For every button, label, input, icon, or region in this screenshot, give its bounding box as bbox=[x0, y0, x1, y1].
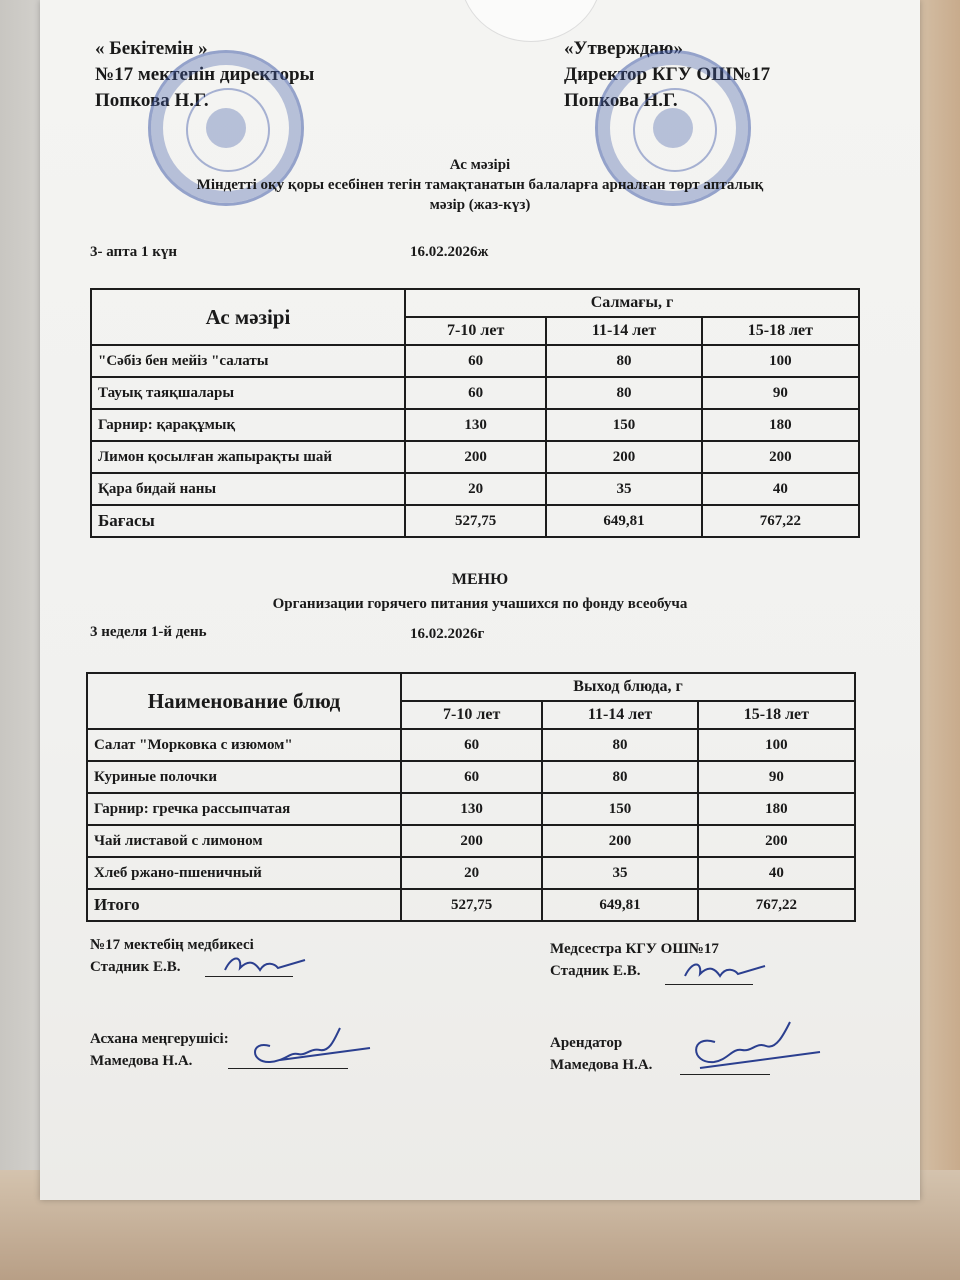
table-row bbox=[91, 473, 859, 505]
weight-cell: 100 bbox=[698, 729, 855, 761]
dish-name: "Сәбіз бен мейіз "салаты bbox=[91, 345, 405, 377]
ru-menu-title: МЕНЮ bbox=[451, 571, 509, 588]
weight-cell: 200 bbox=[542, 825, 697, 857]
table-row bbox=[87, 857, 855, 889]
ru-date: 16.02.2026г bbox=[410, 626, 485, 642]
table-row bbox=[87, 729, 855, 761]
dish-name: Чай листавой с лимоном bbox=[87, 825, 401, 857]
dish-name: Лимон қосылған жапырақты шай bbox=[91, 441, 405, 473]
cook-kz-role: Асхана меңгерушісі: bbox=[90, 1031, 229, 1047]
weight-cell: 200 bbox=[401, 825, 542, 857]
nurse-kz-role: №17 мектебің медбикесі bbox=[90, 937, 254, 953]
weight-cell: 130 bbox=[401, 793, 542, 825]
kz-menu-subtitle-2: мәзір (жаз-күз) bbox=[429, 197, 531, 213]
weight-cell: 150 bbox=[542, 793, 697, 825]
approval-right-position: Директор КГУ ОШ№17 bbox=[564, 64, 771, 85]
weight-cell: 80 bbox=[542, 761, 697, 793]
ru-age-header: 7-10 лет bbox=[401, 701, 542, 729]
total-cell: 649,81 bbox=[542, 889, 697, 921]
total-cell: 649,81 bbox=[546, 505, 701, 537]
total-row bbox=[91, 505, 859, 537]
dish-name: Гарнир: қарақұмық bbox=[91, 409, 405, 441]
ru-week-day: 3 неделя 1-й день bbox=[90, 624, 207, 640]
total-label: Итого bbox=[87, 889, 401, 921]
weight-cell: 20 bbox=[405, 473, 546, 505]
kz-date: 16.02.2026ж bbox=[410, 244, 489, 260]
weight-cell: 80 bbox=[546, 377, 701, 409]
kz-age-header: 7-10 лет bbox=[405, 317, 546, 345]
total-row bbox=[87, 889, 855, 921]
table-row bbox=[91, 441, 859, 473]
total-cell: 767,22 bbox=[702, 505, 859, 537]
dish-name: Қара бидай наны bbox=[91, 473, 405, 505]
approval-left-title: « Бекітемін » bbox=[95, 38, 208, 59]
weight-cell: 20 bbox=[401, 857, 542, 889]
table-row bbox=[87, 761, 855, 793]
menu-sheet bbox=[40, 0, 920, 1200]
weight-cell: 80 bbox=[542, 729, 697, 761]
table-row bbox=[91, 377, 859, 409]
nurse-ru-role: Медсестра КГУ ОШ№17 bbox=[550, 941, 719, 957]
kz-menu-title: Ас мәзірі bbox=[449, 157, 511, 173]
cook-kz-signature-block bbox=[90, 1028, 229, 1072]
nurse-ru-name: Стадник Е.В. bbox=[550, 963, 641, 979]
handwritten-signature bbox=[240, 1018, 375, 1073]
total-label: Бағасы bbox=[91, 505, 405, 537]
dish-name: Тауық таяқшалары bbox=[91, 377, 405, 409]
handwritten-signature bbox=[680, 956, 770, 986]
weight-cell: 35 bbox=[546, 473, 701, 505]
dish-name: Куриные полочки bbox=[87, 761, 401, 793]
dish-name: Салат "Морковка с изюмом" bbox=[87, 729, 401, 761]
table-row bbox=[91, 345, 859, 377]
nurse-kz-name: Стадник Е.В. bbox=[90, 959, 181, 975]
weight-cell: 35 bbox=[542, 857, 697, 889]
handwritten-signature bbox=[220, 950, 310, 980]
cook-ru-name: Мамедова Н.А. bbox=[550, 1057, 653, 1073]
cook-ru-role: Арендатор bbox=[550, 1035, 623, 1051]
table-row bbox=[87, 825, 855, 857]
weight-cell: 40 bbox=[702, 473, 859, 505]
approval-left-name: Попкова Н.Г. bbox=[95, 90, 209, 111]
dish-name: Гарнир: гречка рассыпчатая bbox=[87, 793, 401, 825]
kz-menu-table bbox=[90, 288, 860, 538]
weight-cell: 200 bbox=[405, 441, 546, 473]
weight-cell: 200 bbox=[698, 825, 855, 857]
weight-cell: 200 bbox=[702, 441, 859, 473]
handwritten-signature bbox=[680, 1012, 825, 1077]
weight-cell: 80 bbox=[546, 345, 701, 377]
weight-cell: 60 bbox=[405, 377, 546, 409]
approval-left-position: №17 мектепін директоры bbox=[95, 64, 315, 85]
approval-right-title: «Утверждаю» bbox=[564, 38, 683, 59]
ru-age-header: 15-18 лет bbox=[698, 701, 855, 729]
weight-cell: 90 bbox=[702, 377, 859, 409]
total-cell: 527,75 bbox=[405, 505, 546, 537]
ru-col-group-header: Выход блюда, г bbox=[401, 673, 855, 701]
weight-cell: 150 bbox=[546, 409, 701, 441]
kz-week-day: 3- апта 1 күн bbox=[90, 244, 178, 260]
weight-cell: 130 bbox=[405, 409, 546, 441]
cook-kz-name: Мамедова Н.А. bbox=[90, 1053, 193, 1069]
weight-cell: 180 bbox=[698, 793, 855, 825]
approval-right-name: Попкова Н.Г. bbox=[564, 90, 678, 111]
weight-cell: 180 bbox=[702, 409, 859, 441]
weight-cell: 100 bbox=[702, 345, 859, 377]
ru-col-name-header: Наименование блюд bbox=[87, 673, 401, 729]
weight-cell: 60 bbox=[401, 761, 542, 793]
total-cell: 527,75 bbox=[401, 889, 542, 921]
kz-menu-subtitle: Міндетті оқу қоры есебінен тегін тамақтанатын балаларға арналған төрт апталық bbox=[196, 177, 764, 193]
dish-name: Хлеб ржано-пшеничный bbox=[87, 857, 401, 889]
kz-age-header: 15-18 лет bbox=[702, 317, 859, 345]
ru-menu-subtitle: Организации горячего питания учашихся по фонду всеобуча bbox=[272, 596, 688, 612]
kz-col-name-header: Ас мәзірі bbox=[91, 289, 405, 345]
weight-cell: 60 bbox=[405, 345, 546, 377]
cook-ru-signature-block bbox=[550, 1032, 652, 1076]
ru-menu-table bbox=[86, 672, 856, 922]
kz-age-header: 11-14 лет bbox=[546, 317, 701, 345]
table-row bbox=[91, 409, 859, 441]
ru-age-header: 11-14 лет bbox=[542, 701, 697, 729]
weight-cell: 200 bbox=[546, 441, 701, 473]
weight-cell: 90 bbox=[698, 761, 855, 793]
table-row bbox=[87, 793, 855, 825]
kz-col-group-header: Салмағы, г bbox=[405, 289, 859, 317]
total-cell: 767,22 bbox=[698, 889, 855, 921]
weight-cell: 40 bbox=[698, 857, 855, 889]
weight-cell: 60 bbox=[401, 729, 542, 761]
